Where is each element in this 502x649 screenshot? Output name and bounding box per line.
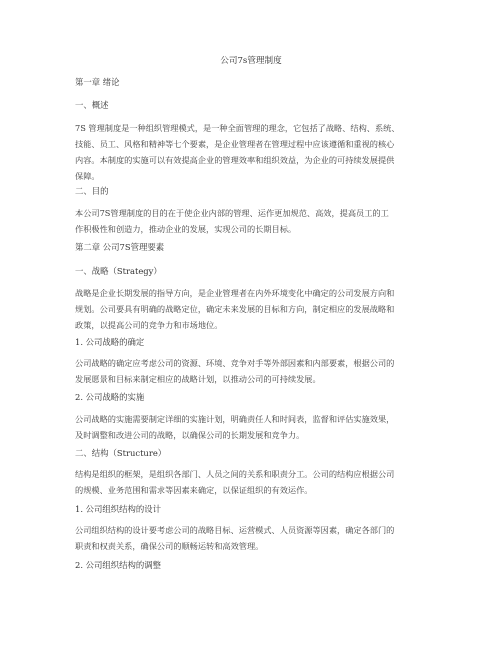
paragraph [75,205,435,237]
paragraph-line: 规划。公司要具有明确的战略定位，确定未来发展的目标和方向，制定相应的发展战略和 [75,304,395,314]
document-title: 公司7s管理制度 [220,56,282,66]
paragraph-line: 内容。本制度的实施可以有效提高企业的管理效率和组织效益，为企业的可持续发展提供 [75,155,395,165]
paragraph [75,355,435,387]
paragraph [75,522,435,554]
paragraph-line: 公司组织结构的设计要考虑公司的战略目标、运营模式、人员资源等因素，确定各部门的 [75,525,395,535]
paragraph-line: 及时调整和改进公司的战略，以确保公司的长期发展和竞争力。 [75,430,305,440]
subsection-heading: 2. 公司战略的实施 [75,392,145,402]
paragraph-line: 的规模、业务范围和需求等因素来确定，以保证组织的有效运作。 [75,485,313,495]
paragraph [75,411,435,443]
paragraph-line: 技能、员工、风格和精神等七个要素，是企业管理者在管理过程中应该遵循和重视的核心 [75,139,395,149]
subsection-heading: 1. 公司组织结构的设计 [75,504,162,514]
paragraph [75,285,435,333]
paragraph-line: 政策，以提高公司的竞争力和市场地位。 [75,320,223,330]
paragraph-line: 职责和权责关系，确保公司的顺畅运转和高效管理。 [75,541,264,551]
paragraph-line: 结构是组织的框架，是组织各部门、人员之间的关系和职责分工。公司的结构应根据公司 [75,469,395,479]
paragraph-line: 战略是企业长期发展的指导方向，是企业管理者在内外环境变化中确定的公司发展方向和 [75,288,395,298]
section-heading: 一、概述 [75,100,109,110]
paragraph-line: 公司战略的确定应考虑公司的资源、环境、竞争对手等外部因素和内部要素，根据公司的 [75,358,395,368]
section-heading: 二、目的 [75,186,109,196]
chapter-heading: 第二章 公司7S管理要素 [75,242,165,252]
paragraph-line: 作积极性和创造力，推动企业的发展，实现公司的长期目标。 [75,224,297,234]
subsection-heading: 1. 公司战略的确定 [75,337,145,347]
section-heading: 二、结构（Structure） [75,448,167,458]
paragraph-line: 7S 管理制度是一种组织管理模式，是一种全面管理的理念，它包括了战略、结构、系统、 [75,123,400,133]
subsection-heading: 2. 公司组织结构的调整 [75,560,162,570]
paragraph-line: 保障。 [75,171,100,181]
paragraph [75,466,435,498]
paragraph-line: 发展愿景和目标来制定相应的战略计划，以推动公司的可持续发展。 [75,374,321,384]
section-heading: 一、战略（Strategy） [75,266,162,276]
paragraph-line: 本公司7S管理制度的目的在于使企业内部的管理、运作更加规范、高效，提高员工的工 [75,208,389,218]
paragraph [75,120,435,184]
paragraph-line: 公司战略的实施需要制定详细的实施计划，明确责任人和时间表，监督和评估实施效果， [75,414,395,424]
chapter-heading: 第一章 绪论 [75,77,120,87]
